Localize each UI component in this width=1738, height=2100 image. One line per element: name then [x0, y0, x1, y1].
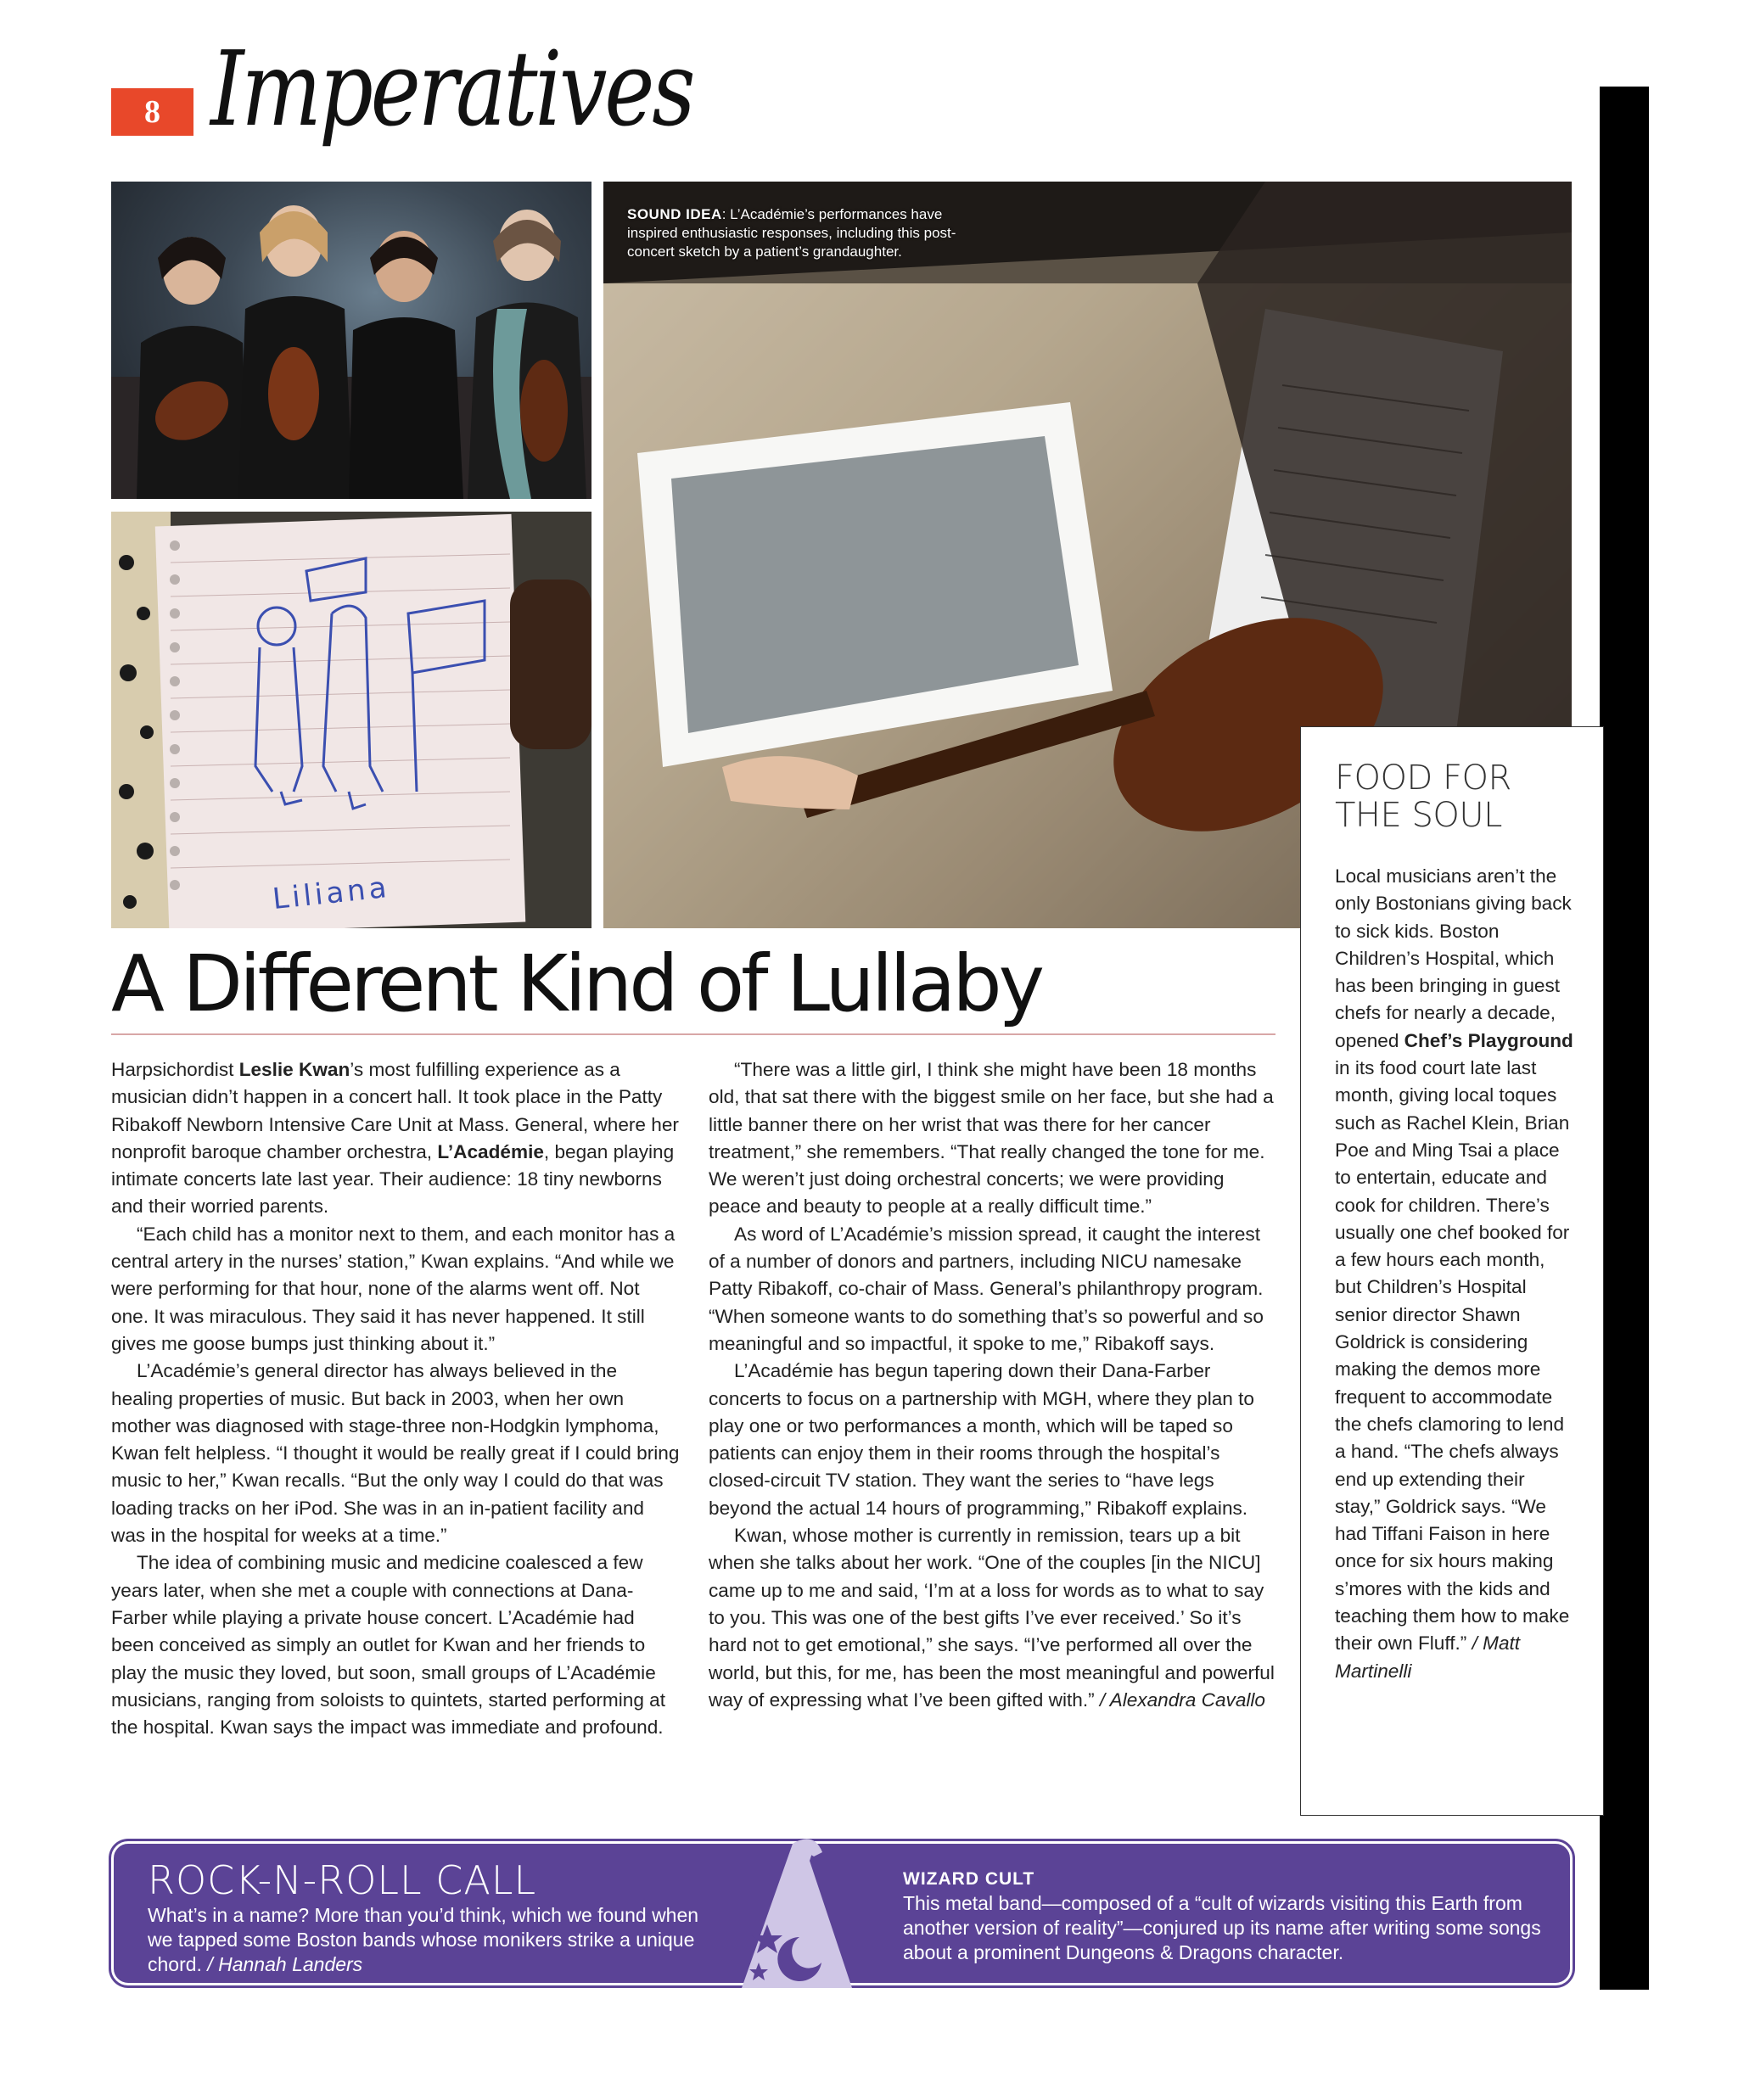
section-title: Imperatives: [210, 29, 693, 149]
article-paragraph: “Each child has a monitor next to them, and each monitor has a central artery in the nurses’ station,” Kwan explains. “And while we were performing for that hour, none of the alarms went off. Not one. It was miraculous. They said it has never happened. It still gives me goose bumps just thinking about it.”: [111, 1223, 676, 1354]
drawing-name-label: Liliana: [271, 870, 392, 917]
article-paragraph: The idea of combining music and medicine coalesced a few years later, when she met a couple with connections at Dana-Farber while playing a private house concert. L’Académie had been conceived as simply an outlet for Kwan and her friends to play the music they loved, but soon, small groups of L’Académie musicians, ranging from soloists to quintets, started performing at the hospital. Kwan says the impact was immediate and profound.: [111, 1552, 666, 1739]
article-byline: / Alexandra Cavallo: [1099, 1688, 1265, 1711]
banner-byline: / Hannah Landers: [207, 1953, 363, 1975]
photo-caption: [627, 205, 958, 261]
venue-name: Chef’s Playground: [1404, 1029, 1573, 1051]
photo-caption-text: : L’Académie’s performances have inspired enthusiastic responses, including this post-concert sketch by a patient’s grandaughter.: [627, 206, 956, 260]
wizard-hat-icon: [733, 1835, 861, 1988]
drawing-illustration: [111, 512, 591, 928]
article-column-right: [709, 1056, 1277, 1714]
article-headline: A Different Kind of Lullaby: [111, 938, 1042, 1029]
article-column-left: [111, 1056, 680, 1741]
banner-text: [148, 1903, 725, 1977]
sidebar-title: FOOD FOR THE SOUL: [1335, 759, 1511, 835]
banner-entry-title: WIZARD CULT: [903, 1869, 1035, 1889]
text-run: Harpsichordist: [111, 1059, 239, 1080]
text-run: What’s in a name? More than you’d think, which we found when we tapped some Boston bands whose monikers strike a unique chord.: [148, 1904, 699, 1975]
article-paragraph: L’Académie’s general director has always believed in the healing properties of music. But back in 2003, when her own mother was diagnosed with stage-three non-Hodgkin lymphoma, Kwan felt helpless. “I thought it would be really great if I could bring music to her,” Kwan recalls. “But the only way I could do that was loading tracks on her iPod. She was in an in-patient facility and was in the hospital for weeks at a time.”: [111, 1360, 680, 1547]
photo-caption-label: SOUND IDEA: [627, 206, 722, 222]
quartet-illustration: [111, 182, 591, 499]
text-run: in its food court late last month, giving local toques such as Rachel Klein, Brian Poe and Ming Tsai a place to entertain, educate and cook for children. There’s usually one chef booked for a few hours each month, but Children’s Hospital senior director Shawn Goldrick is considering making the demos more frequent to accommodate the chefs clamoring to lend a hand. “The chefs always end up extending their stay,” Goldrick says. “We had Tiffani Faison in here once for six hours making s’mores with the kids and teaching them how to make their own Fluff.”: [1335, 1057, 1570, 1655]
text-run: Local musicians aren’t the only Bostonians giving back to sick kids. Boston Children’s Hospital, which has been bringing in guest chefs for nearly a decade, opened: [1335, 865, 1572, 1051]
banner-title: ROCK-N-ROLL CALL: [148, 1857, 537, 1903]
sidebar-food-for-the-soul: [1300, 726, 1604, 1816]
person-name: Leslie Kwan: [238, 1059, 350, 1080]
headline-rule: [111, 1033, 1275, 1035]
article-paragraph: [111, 1056, 680, 1221]
photo-quartet: [111, 182, 591, 499]
right-edge-bar: [1600, 87, 1649, 1990]
sidebar-body: [1335, 863, 1574, 1685]
rock-n-roll-call-banner: [111, 1841, 1573, 1985]
organization-name: L’Académie: [437, 1140, 544, 1162]
text-run: Kwan, whose mother is currently in remission, tears up a bit when she talks about her work. “One of the couples [in the NICU] came up to me and said, ‘I’m at a loss for words as to what to say to you. This was one of the best gifts I’ve ever received.’ So it’s hard not to get emotional,” she says. “I’ve performed all over the world, but this, for me, has been the most meaningful and powerful way of expressing what I’ve been gifted with.”: [709, 1525, 1275, 1711]
photo-child-drawing: [111, 512, 591, 928]
text-run: ’s most fulfilling experience as a musician didn’t happen in a concert hall. It took place in the Patty Ribakoff Newborn Intensive Care Unit at Mass. General, where her nonprofit baroque chamber orchestra,: [111, 1059, 679, 1162]
article-paragraph: [709, 1522, 1277, 1714]
page-number: 8: [111, 88, 193, 136]
article-paragraph: “There was a little girl, I think she might have been 18 months old, that sat there with the biggest smile on her face, but she had a little banner there on her wrist that was there for her cancer treatment,” she remembers. “That really changed the tone for me. We weren’t just doing orchestral concerts; we were providing peace and beauty to people at a really difficult time.”: [709, 1059, 1274, 1218]
article-paragraph: L’Académie has begun tapering down their Dana-Farber concerts to focus on a partnership with MGH, where they plan to play one or two performances a month, which will be taped so patients can enjoy them in their rooms through the hospital’s closed-circuit TV station. They want the series to “have legs beyond the actual 14 hours of programming,” Ribakoff explains.: [709, 1360, 1254, 1519]
article-paragraph: As word of L’Académie’s mission spread, it caught the interest of a number of donors and partners, including NICU namesake Patty Ribakoff, co-chair of Mass. General’s philanthropy program. “When someone wants to do something that’s so powerful and so meaningful and so impactful, it spoke to me,” Ribakoff says.: [709, 1223, 1264, 1354]
banner-entry-text: This metal band—composed of a “cult of wizards visiting this Earth from another version of reality”—conjured up its name after writing some songs about a prominent Dungeons & Dragons character.: [903, 1892, 1541, 1963]
text-run: , began playing intimate concerts late last year. Their audience: 18 tiny newborns and their worried parents.: [111, 1140, 675, 1218]
sidebar-byline: / Matt Martinelli: [1335, 1632, 1521, 1682]
